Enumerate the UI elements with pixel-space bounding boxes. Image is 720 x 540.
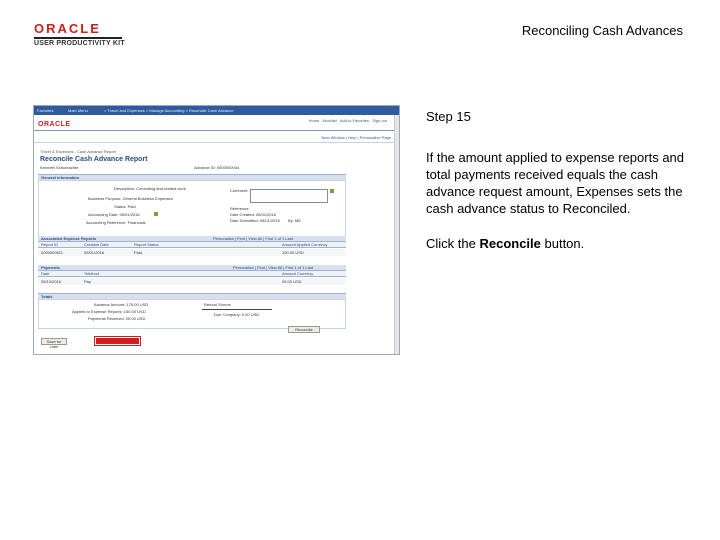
action-target: Reconcile bbox=[479, 236, 541, 251]
screenshot-calendar-icon bbox=[154, 212, 158, 216]
screenshot-comment-label: Comment: bbox=[230, 188, 249, 193]
screenshot-date-created: Date Created: 05/01/2016 bbox=[230, 212, 277, 217]
screenshot-refund-rule bbox=[202, 309, 272, 310]
screenshot-save-button: Save for Later bbox=[41, 338, 67, 345]
screenshot-spellcheck-icon bbox=[330, 189, 334, 193]
screenshot-status: Status: Paid bbox=[114, 204, 136, 209]
screenshot-payments-header: Payments Personalize | Find | View All | First 1 of 1 Last bbox=[38, 265, 346, 271]
product-name: USER PRODUCTIVITY KIT bbox=[34, 40, 125, 47]
screenshot-expense-reports-columns: Report ID Creation Date Report Status Amount Applied Currency bbox=[38, 242, 346, 248]
screenshot-payment-row-empty bbox=[38, 285, 346, 292]
screenshot-business-purpose: Business Purpose: General Business Expenses bbox=[88, 196, 173, 201]
screenshot-divider bbox=[34, 130, 399, 131]
step-number: Step 15 bbox=[426, 109, 471, 124]
screenshot-applied-to-reports: Applied to Expense Reports: 150.00 USD bbox=[72, 309, 146, 314]
oracle-upk-logo bbox=[34, 22, 126, 48]
oracle-brand: ORACLE bbox=[34, 21, 101, 36]
screenshot-payment-row: 05/10/2016 Pay 25.00 USD bbox=[38, 278, 346, 285]
screenshot-reconcile-button: Reconcile bbox=[288, 326, 320, 333]
screenshot-general-info-bar: General Information bbox=[38, 174, 346, 180]
screenshot-payments-columns: Date *Method Amount Currency bbox=[38, 271, 346, 277]
screenshot-scrollbar bbox=[394, 115, 399, 354]
screenshot-nav-bar: Favorites Main Menu > Travel and Expenses > Manage Accounting > Reconcile Cash Advance bbox=[34, 106, 399, 115]
screenshot-comment-field bbox=[250, 189, 328, 203]
screenshot-refund-source: Refund Source bbox=[204, 302, 231, 307]
screenshot-accounting-reference: Accounting Reference: Financials bbox=[86, 220, 146, 225]
action-prefix: Click the bbox=[426, 236, 480, 251]
screenshot-advance-amount: Advance Amount: 175.00 USD bbox=[94, 302, 149, 307]
step-description: If the amount applied to expense reports and total payments received equals the cash advance request amount, Expenses sets the cash advance status to Reconciled. bbox=[426, 150, 685, 216]
step-action bbox=[426, 235, 686, 252]
screenshot-global-links: Home Worklist Add to Favorites Sign out bbox=[308, 118, 387, 123]
screenshot-expense-report-row: 0000000511 05/01/2016 Paid 150.00 USD bbox=[38, 249, 346, 256]
screenshot-accounting-date: Accounting Date: 05/01/2016 bbox=[88, 212, 140, 217]
instructions-panel bbox=[426, 108, 686, 252]
screenshot-breadcrumb: Travel & Expenses - Cash Advance Report bbox=[40, 149, 116, 154]
logo-underline bbox=[34, 37, 122, 39]
screenshot-page-links: New Window | Help | Personalize Page bbox=[321, 135, 391, 140]
application-screenshot bbox=[33, 105, 400, 355]
screenshot-expense-reports-header: Associated Expense Reports Personalize | Find | View All | First 1 of 1 Last bbox=[38, 236, 346, 242]
screenshot-employee: Kenneth Schumacher bbox=[40, 165, 79, 170]
screenshot-reference: Reference: bbox=[230, 206, 250, 211]
screenshot-entered-by: By: ME bbox=[288, 218, 301, 223]
screenshot-payments-received: Payments Received: 25.00 USD bbox=[88, 316, 146, 321]
screenshot-totals-box bbox=[38, 299, 346, 329]
screenshot-divider bbox=[34, 142, 399, 143]
page-title: Reconciling Cash Advances bbox=[521, 23, 683, 38]
screenshot-heading: Reconcile Cash Advance Report bbox=[40, 156, 148, 163]
screenshot-oracle-logo: ORACLE bbox=[38, 121, 71, 128]
action-suffix: button. bbox=[540, 236, 585, 251]
screenshot-due-to-company: Due Company: 0.00 USD bbox=[214, 312, 260, 317]
screenshot-description: Description: Consulting and related work bbox=[114, 186, 186, 191]
screenshot-date-submitted: Date Submitted: 05/01/2016 bbox=[230, 218, 280, 223]
screenshot-advance-id: Advance ID: 0000000044 bbox=[194, 165, 240, 170]
screenshot-highlighted-action bbox=[94, 336, 141, 346]
screenshot-totals-bar: Totals bbox=[38, 293, 346, 299]
